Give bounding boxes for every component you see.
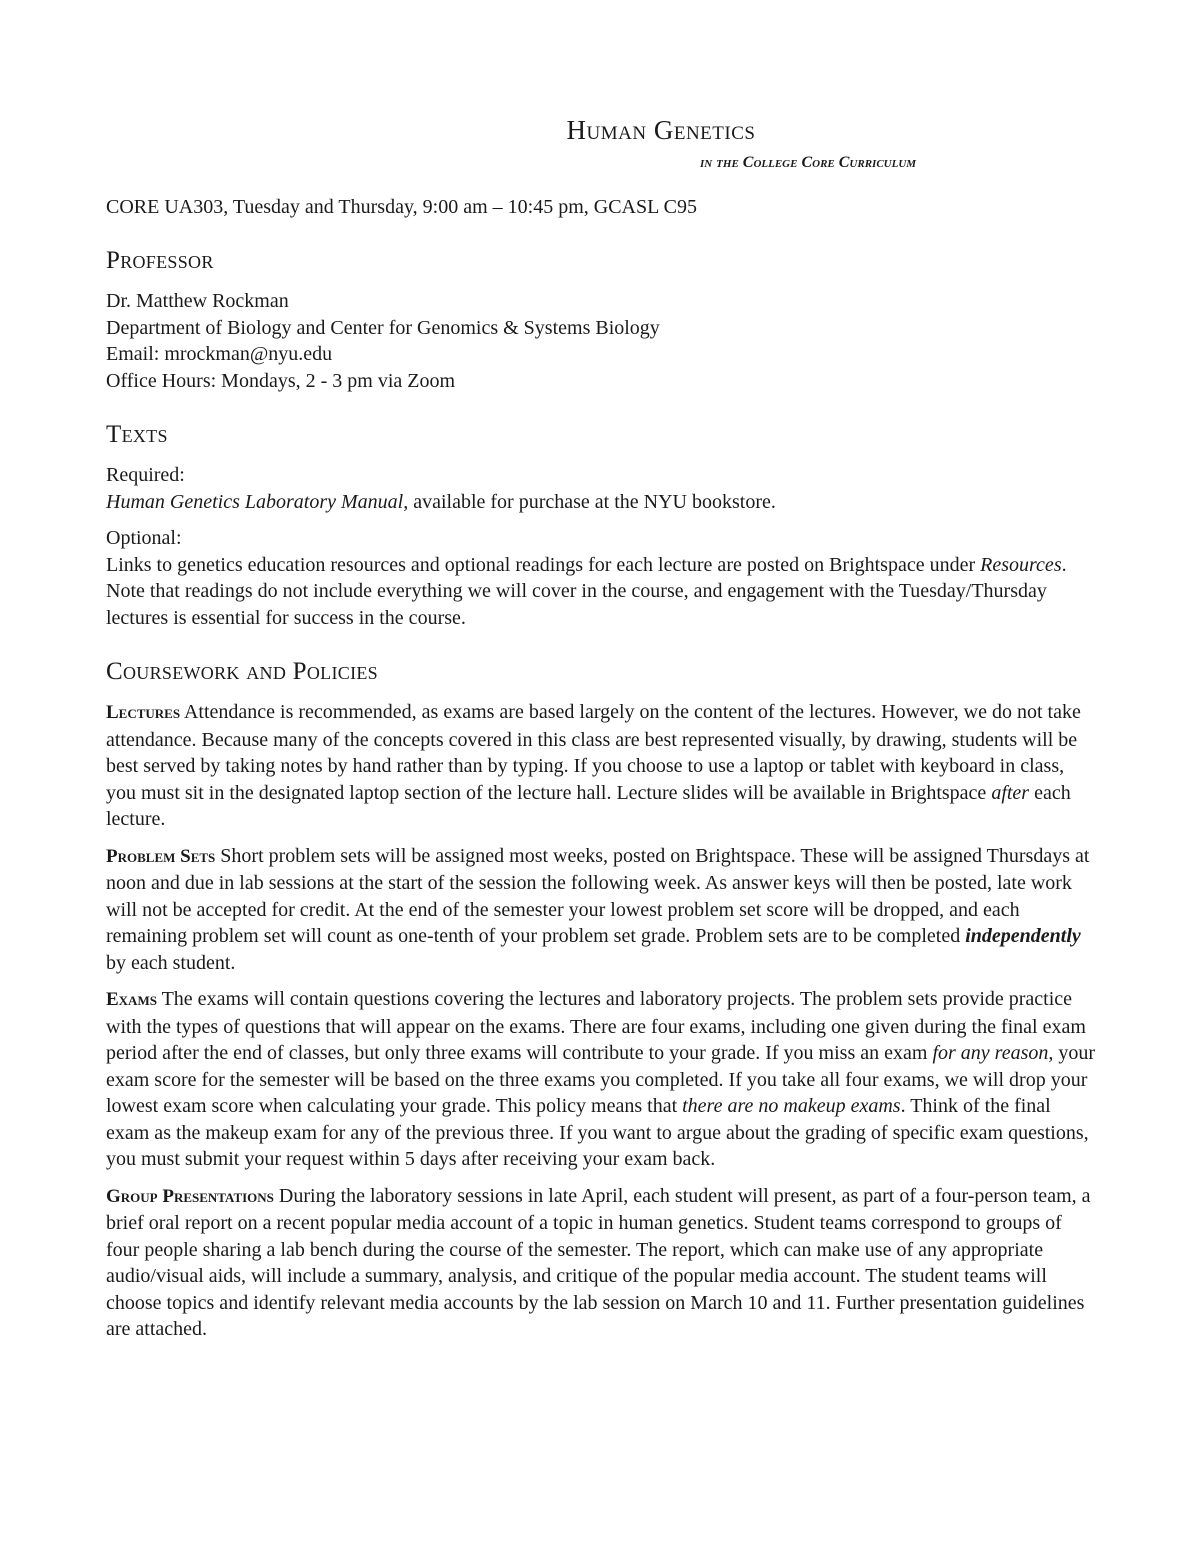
required-text <box>106 489 1096 516</box>
professor-name: Dr. Matthew Rockman <box>106 290 289 312</box>
lectures-italic: after <box>991 781 1030 804</box>
optional-resources-italic: Resources <box>980 553 1062 576</box>
lectures-label: Lectures <box>106 702 181 723</box>
professor-info <box>106 288 1096 394</box>
document-title: Human Genetics <box>566 115 756 145</box>
required-book-title: Human Genetics Laboratory Manual, <box>106 490 409 513</box>
optional-text <box>106 552 1096 632</box>
required-label: Required: <box>106 464 185 486</box>
problem-sets-paragraph <box>106 843 1096 977</box>
professor-heading: Professor <box>106 247 214 274</box>
problem-sets-text2: by each student. <box>106 951 236 974</box>
exams-text1: The exams will contain questions covering the lectures and laboratory projects. The problem sets provide practice with the types of questions that will appear on the exams. There are four exams, including one given during the final exam period after the end of classes, but only three exams will contribute to your grade. If you miss an exam <box>106 988 1086 1064</box>
exams-text2: your exam score for the semester will be based on the three exams you completed. If you take all four exams, we will drop your lowest exam score when calculating your grade. This policy means that <box>106 1042 1096 1117</box>
group-presentations-text: During the laboratory sessions in late April, each student will present, as part of a four-person team, a brief oral report on a recent popular media account of a topic in human genetics. Student teams correspond to groups of four people sharing a lab bench during the course of the semester. The report, which can make use of any appropriate audio/visual aids, will include a summary, analysis, and critique of the popular media account. The student teams will choose topics and identify relevant media accounts by the lab session on March 10 and 11. Further presentation guidelines are attached. <box>106 1184 1091 1340</box>
document-subtitle: in the College Core Curriculum <box>699 154 917 171</box>
exams-paragraph <box>106 986 1096 1173</box>
group-presentations-paragraph <box>106 1183 1096 1343</box>
lectures-paragraph <box>106 699 1096 833</box>
exams-italic1: for any reason, <box>932 1042 1054 1064</box>
course-info-line: CORE UA303, Tuesday and Thursday, 9:00 am – 10:45 pm, GCASL C95 <box>106 196 697 218</box>
problem-sets-label: Problem Sets <box>106 845 216 867</box>
lectures-text2: each lecture. <box>106 781 1071 830</box>
required-rest: available for purchase at the NYU bookstore. <box>408 490 776 513</box>
syllabus-page <box>106 110 1096 1353</box>
optional-text-part2: . Note that readings do not include everything we will cover in the course, and engagement with the Tuesday/Thursday lectures is essential for success in the course. <box>106 553 1067 629</box>
texts-heading: Texts <box>106 421 168 448</box>
exams-italic2: there are no makeup exams <box>682 1095 901 1117</box>
exams-text3: . Think of the final exam as the makeup exam for any of the previous three. If you want to argue about the grading of specific exam questions, you must submit your request within 5 days after receiving your exam back. <box>106 1095 1089 1170</box>
texts-optional <box>106 525 1096 631</box>
professor-email: Email: mrockman@nyu.edu <box>106 343 333 365</box>
problem-sets-italic: independently <box>965 925 1081 947</box>
problem-sets-text1: Short problem sets will be assigned most weeks, posted on Brightspace. These will be assigned Thursdays at noon and due in lab sessions at the start of the session the following week. As answer keys will then be posted, late work will not be accepted for credit. At the end of the semester your lowest problem set score will be dropped, and each remaining problem set will count as one-tenth of your problem set grade. Problem sets are to be completed <box>106 844 1090 947</box>
professor-department: Department of Biology and Center for Genomics & Systems Biology <box>106 316 660 339</box>
optional-text-part1: Links to genetics education resources and optional readings for each lecture are posted on Brightspace under <box>106 553 981 576</box>
professor-office-hours: Office Hours: Mondays, 2 - 3 pm via Zoom <box>106 369 456 392</box>
exams-label: Exams <box>106 989 157 1010</box>
coursework-heading: Coursework and Policies <box>106 658 378 685</box>
group-presentations-label: Group Presentations <box>106 1185 274 1207</box>
texts-required <box>106 462 1096 515</box>
lectures-text1: Attendance is recommended, as exams are based largely on the content of the lectures. However, we do not take attendance. Because many of the concepts covered in this class are best represented visually, by drawing, students will be best served by taking notes by hand rather than by typing. If you choose to use a laptop or tablet with keyboard in class, you must sit in the designated laptop section of the lecture hall. Lecture slides will be available in Brightspace <box>106 701 1081 804</box>
optional-label: Optional: <box>106 527 182 549</box>
